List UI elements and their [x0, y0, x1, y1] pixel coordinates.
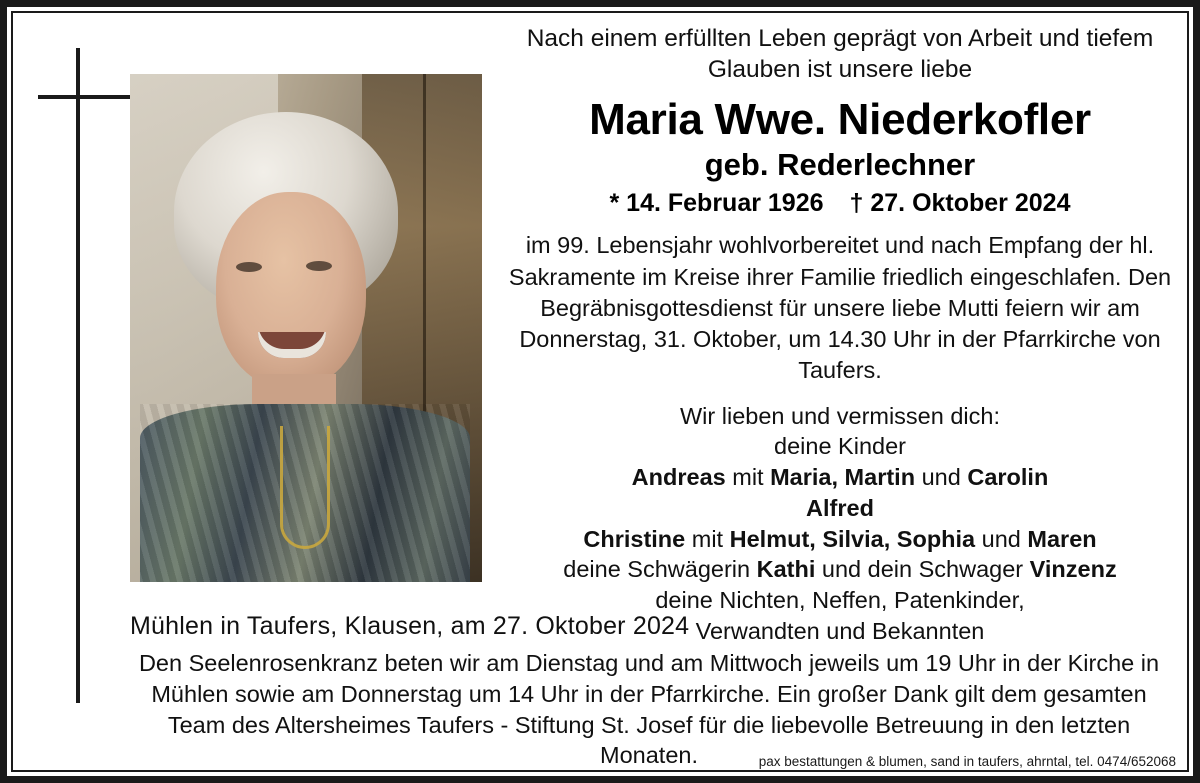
notice-text-column	[500, 24, 1180, 647]
family-line-3: Christine mit Helmut, Silvia, Sophia und Maren	[583, 525, 1097, 552]
portrait-face	[216, 192, 366, 388]
family-intro: Wir lieben und vermissen dich:	[680, 402, 1000, 429]
death-date: † 27. Oktober 2024	[849, 189, 1071, 218]
portrait-eye-left	[236, 262, 262, 272]
maiden-name: geb. Rederlechner	[704, 147, 976, 183]
family-line-1: Andreas mit Maria, Martin und Carolin	[631, 464, 1049, 491]
funeral-home-imprint: pax bestattungen & blumen, sand in taufers, ahrntal, tel. 0474/652068	[758, 754, 1176, 769]
portrait-photo	[130, 74, 482, 582]
family-block	[500, 401, 1180, 647]
place-and-date: Mühlen in Taufers, Klausen, am 27. Oktober 2024	[130, 612, 690, 640]
family-children-label: deine Kinder	[774, 433, 906, 460]
christian-cross-icon	[38, 42, 138, 707]
lead-text: Nach einem erfüllten Leben geprägt von Arbeit und tiefem Glauben ist unsere liebe	[526, 25, 1154, 83]
family-line-4: deine Schwägerin Kathi und dein Schwager Vinzenz	[563, 556, 1117, 583]
life-dates	[500, 189, 1180, 218]
family-line-5: deine Nichten, Neffen, Patenkinder,	[655, 587, 1025, 614]
cross-vertical-bar	[76, 48, 80, 703]
deceased-name: Maria Wwe. Niederkofler	[589, 95, 1091, 145]
family-line-6: Verwandten und Bekannten	[695, 617, 985, 644]
portrait-necklace	[280, 426, 330, 549]
portrait-eye-right	[306, 261, 332, 271]
family-line-2: Alfred	[806, 494, 874, 521]
funeral-details-text: im 99. Lebensjahr wohlvorbereitet und nach Empfang der hl. Sakramente im Kreise ihrer Familie friedlich eingeschlafen. Den Begräbnisgottesdienst für unsere liebe Mutti feiern wir am Donnerstag, 31. Oktober, um 14.30 Uhr in der Pfarrkirche von Taufers.	[508, 232, 1172, 384]
closing-text: Den Seelenrosenkranz beten wir am Dienstag und am Mittwoch jeweils um 19 Uhr in der Kirche in Mühlen sowie am Donnerstag um 14 Uhr in der Pfarrkirche. Ein großer Dank gilt dem gesamten Team des Altersheimes Taufers - Stiftung St. Josef für die liebevolle Betreuung in den letzten Monaten.	[138, 650, 1160, 769]
cross-horizontal-bar	[38, 95, 136, 99]
birth-date: * 14. Februar 1926	[609, 189, 824, 218]
